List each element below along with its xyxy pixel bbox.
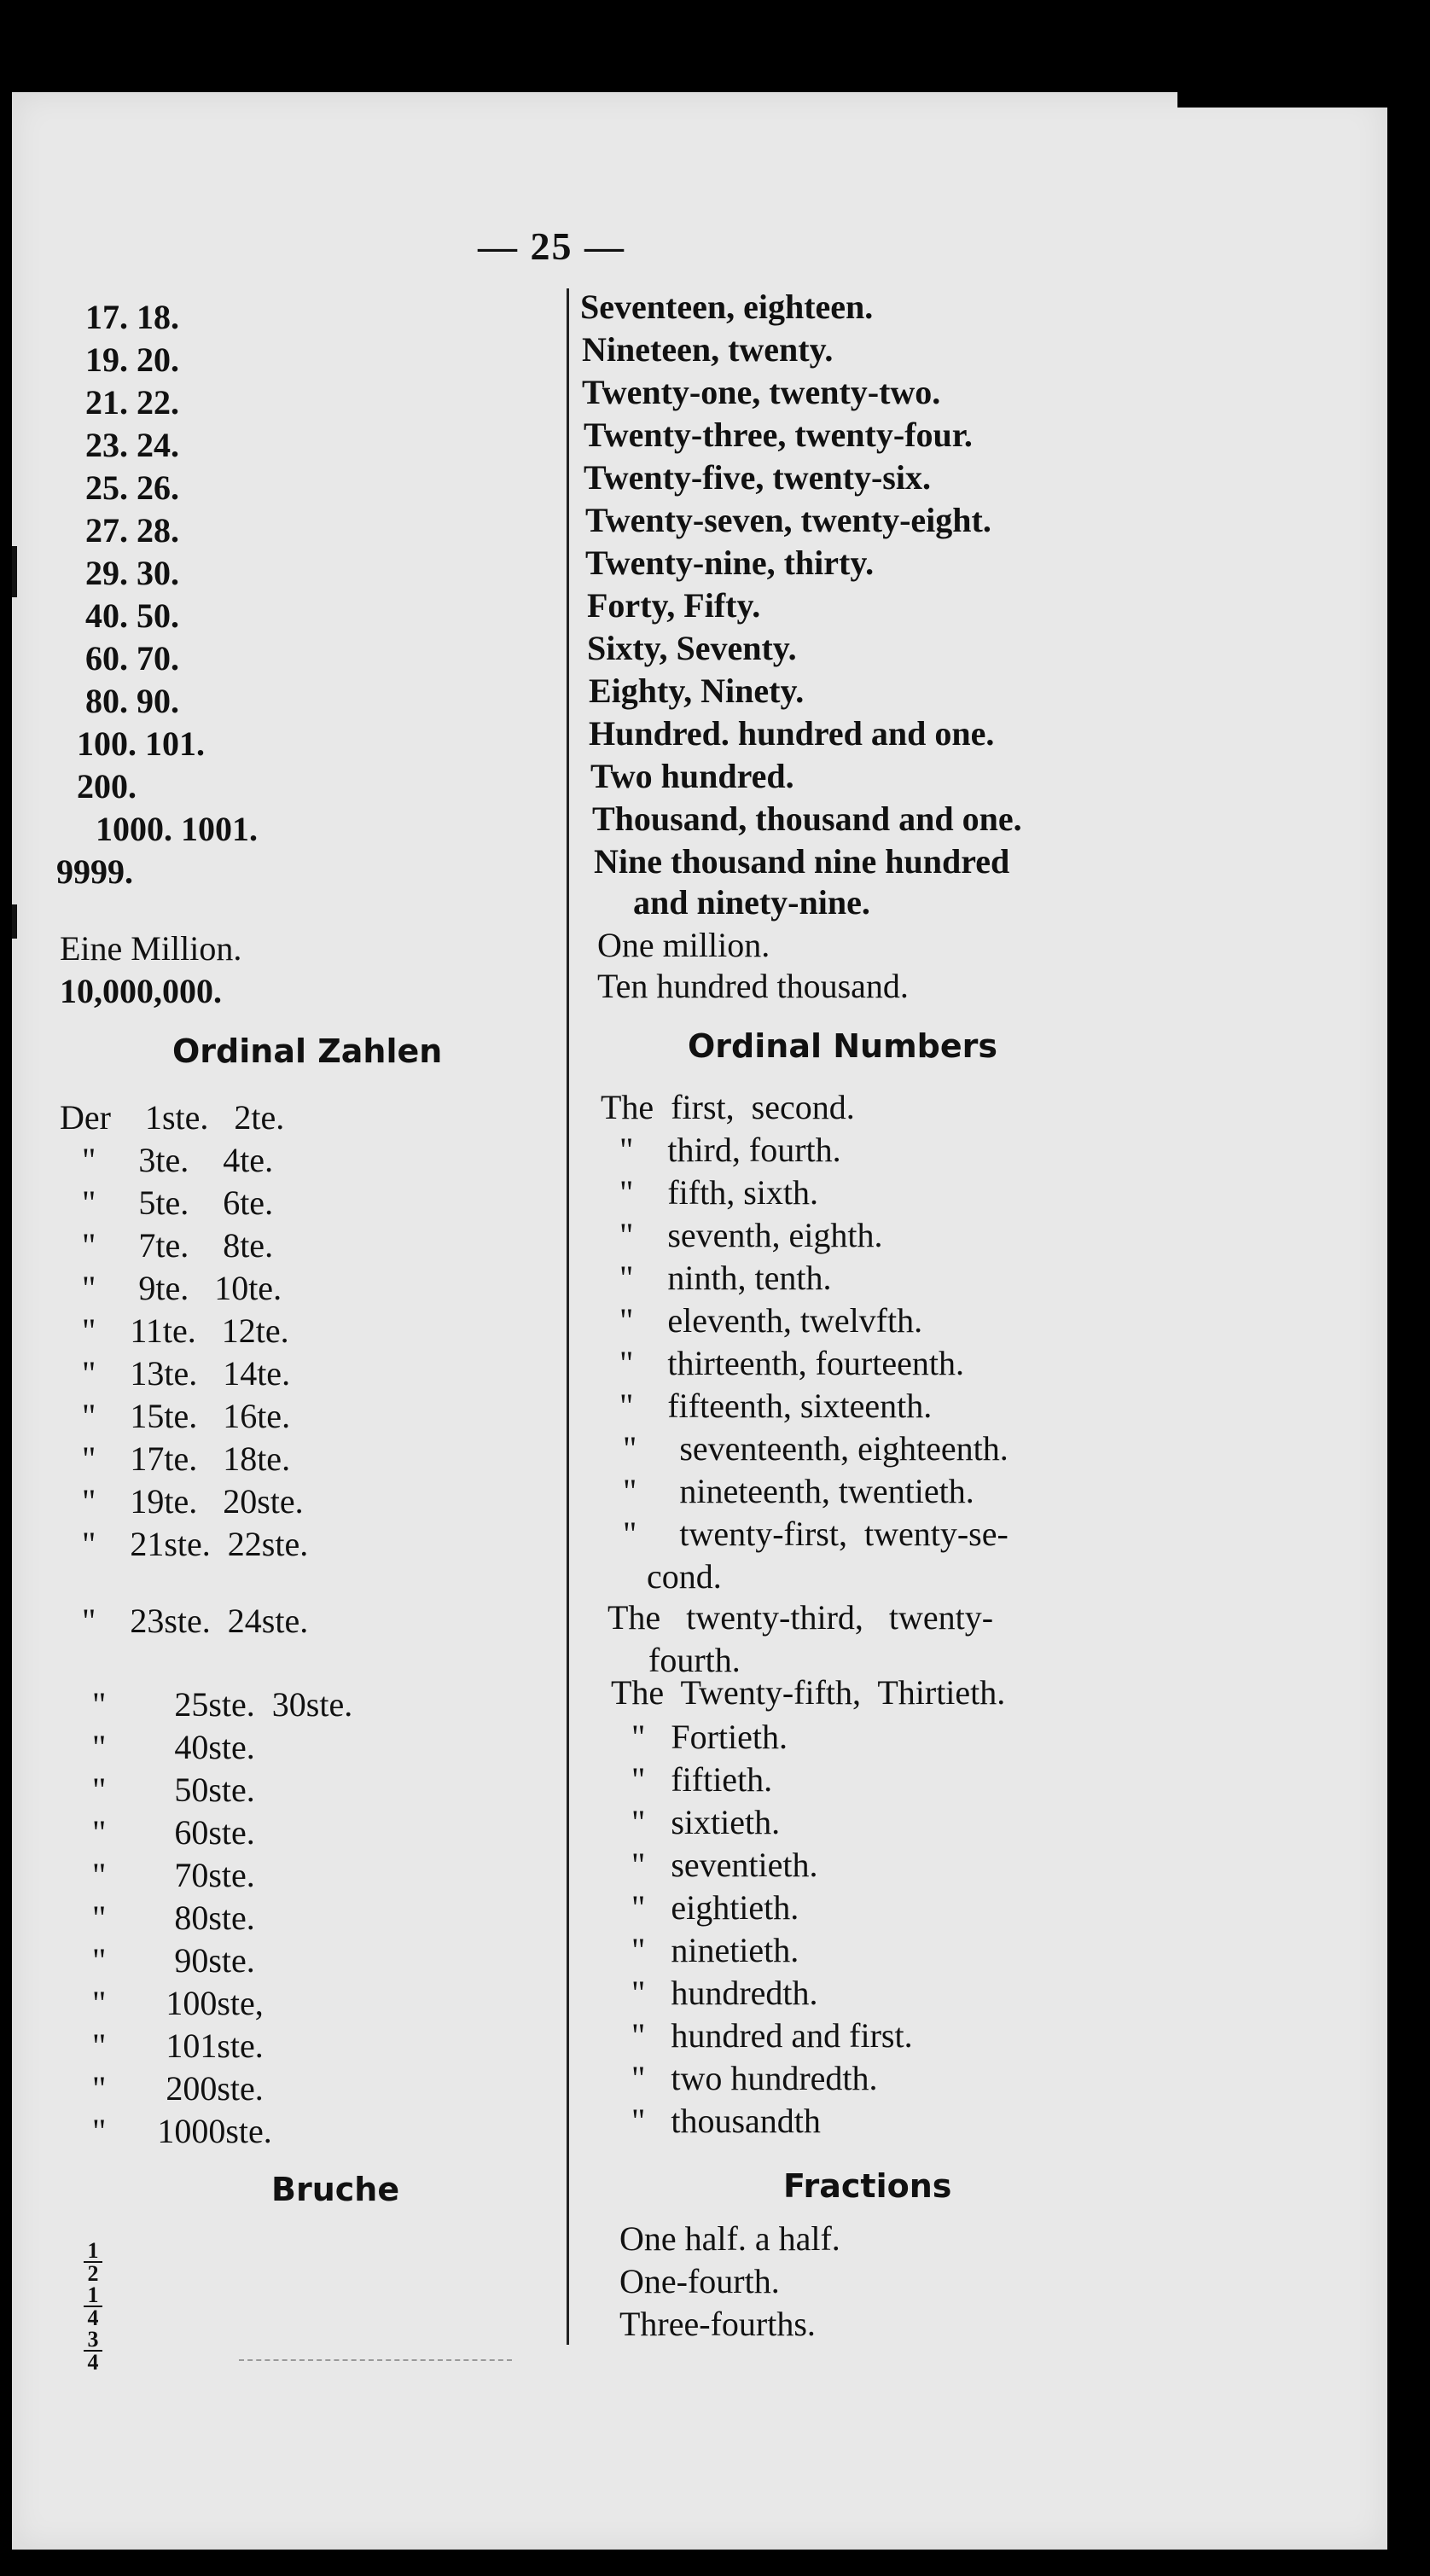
right-number-line: Two hundred. [590,757,794,795]
left-number-line: 10,000,000. [60,972,222,1010]
right-ordinal-line: " third, fourth. [619,1131,841,1169]
fraction-symbol [84,2282,102,2331]
left-ordinal-line: " 100ste, [92,1984,264,2022]
right-number-line: Nine thousand nine hundred [594,842,1010,881]
right-number-line: Thousand, thousand and one. [592,800,1022,838]
left-number-line: 27. 28. [85,511,179,550]
left-ordinal-line: " 70ste. [92,1856,255,1894]
fraction-symbol [84,2238,102,2287]
left-number-line: 25. 26. [85,468,179,507]
fraction-symbol [84,2329,102,2373]
right-ordinal-line: " ninetieth. [631,1931,799,1969]
left-ordinal-line: " 23ste. 24ste. [82,1602,309,1640]
right-number-line: Twenty-nine, thirty. [585,544,875,582]
left-ordinal-line: " 21ste. 22ste. [82,1525,309,1563]
left-ordinal-line: " 7te. 8te. [82,1226,274,1265]
right-ordinal-line: " fifteenth, sixteenth. [619,1387,933,1425]
left-ordinal-line: Der 1ste. 2te. [60,1098,285,1137]
left-ordinal-line: " 13te. 14te. [82,1354,291,1393]
fraction-text: One half. a half. [619,2219,840,2258]
left-number-line: 40. 50. [85,596,179,635]
left-number-line: 80. 90. [85,682,179,720]
right-number-line: Twenty-five, twenty-six. [584,458,931,497]
right-ordinal-line: The twenty-third, twenty- [607,1598,994,1637]
left-ordinal-line: " 15te. 16te. [82,1397,291,1435]
heading-ordinal-zahlen: Ordinal Zahlen [172,1032,443,1070]
left-ordinal-line: " 11te. 12te. [82,1311,289,1350]
right-number-line: Twenty-one, twenty-two. [582,373,941,411]
left-ordinal-line: " 17te. 18te. [82,1439,291,1478]
heading-bruche: Bruche [271,2171,400,2208]
left-ordinal-line: " 25ste. 30ste. [92,1685,353,1724]
right-number-line: Hundred. hundred and one. [589,714,995,753]
right-number-line: Eighty, Ninety. [589,672,805,710]
fraction-text: Three-fourths. [619,2305,816,2343]
right-ordinal-line: " thousandth [631,2102,821,2140]
left-number-line: 17. 18. [85,298,179,336]
left-number-line: 60. 70. [85,639,179,677]
right-ordinal-line: " fiftieth. [631,1760,773,1799]
right-number-line: Ten hundred thousand. [597,967,909,1005]
right-ordinal-line: " Fortieth. [631,1718,788,1756]
right-ordinal-line: " hundred and first. [631,2016,913,2055]
right-number-line: Seventeen, eighteen. [580,288,874,326]
right-ordinal-line: " nineteenth, twentieth. [623,1472,974,1510]
heading-fractions: Fractions [783,2167,952,2205]
left-number-line: 29. 30. [85,554,179,592]
left-number-line: 1000. 1001. [96,810,258,848]
left-ordinal-line: " 5te. 6te. [82,1183,274,1222]
left-ordinal-line: " 9te. 10te. [82,1269,282,1307]
right-number-line: Sixty, Seventy. [587,629,797,667]
left-number-line: 9999. [56,852,133,891]
right-ordinal-line: " thirteenth, fourteenth. [619,1344,964,1382]
fraction-denominator: 4 [87,2306,99,2331]
right-ordinal-line: " fifth, sixth. [619,1173,818,1212]
right-ordinal-line: fourth. [648,1641,741,1679]
left-number-line: 19. 20. [85,340,179,379]
left-number-line: 100. 101. [77,724,205,763]
left-number-line: 21. 22. [85,383,179,422]
fraction-numerator: 3 [87,2327,99,2352]
fraction-denominator: 2 [87,2261,99,2287]
right-ordinal-line: " ninth, tenth. [619,1259,832,1297]
right-ordinal-line: " seventeenth, eighteenth. [623,1429,1009,1468]
right-ordinal-line: The first, second. [601,1088,855,1126]
left-ordinal-line: " 50ste. [92,1771,255,1809]
right-ordinal-line: The Twenty-fifth, Thirtieth. [611,1673,1006,1712]
right-number-line: Nineteen, twenty. [582,330,834,369]
left-ordinal-line: " 101ste. [92,2026,264,2065]
left-number-line: Eine Million. [60,929,242,968]
left-ordinal-line: " 3te. 4te. [82,1141,274,1179]
right-ordinal-line: " seventh, eighth. [619,1216,883,1254]
footer-rule [239,2359,512,2361]
fraction-denominator: 4 [87,2350,99,2375]
fraction-numerator: 1 [87,2282,99,2307]
fraction-numerator: 1 [87,2238,99,2263]
right-number-line: and ninety-nine. [633,883,870,922]
fraction-text: One-fourth. [619,2262,780,2300]
left-ordinal-line: " 90ste. [92,1941,255,1980]
right-number-line: Forty, Fifty. [587,586,761,625]
left-number-line: 23. 24. [85,426,179,464]
right-number-line: Twenty-three, twenty-four. [584,416,973,454]
left-ordinal-line: " 1000ste. [92,2112,272,2150]
left-ordinal-line: " 80ste. [92,1899,255,1937]
right-ordinal-line: " hundredth. [631,1974,818,2012]
column-divider [567,288,569,2345]
heading-ordinal-numbers: Ordinal Numbers [688,1027,998,1065]
right-number-line: Twenty-seven, twenty-eight. [585,501,991,539]
right-ordinal-line: " two hundredth. [631,2059,878,2097]
binding-mark [12,546,17,597]
right-number-line: One million. [597,926,770,964]
left-ordinal-line: " 200ste. [92,2069,264,2108]
left-number-line: 200. [77,767,137,805]
binding-mark [12,904,17,939]
right-ordinal-line: " twenty-first, twenty-se- [623,1515,1009,1553]
left-ordinal-line: " 40ste. [92,1728,255,1766]
left-ordinal-line: " 19te. 20ste. [82,1482,304,1521]
right-ordinal-line: cond. [647,1557,722,1596]
left-ordinal-line: " 60ste. [92,1813,255,1852]
right-ordinal-line: " sixtieth. [631,1803,781,1841]
page-number: — 25 — [478,224,625,268]
right-ordinal-line: " eightieth. [631,1888,799,1927]
right-ordinal-line: " seventieth. [631,1846,818,1884]
page-edge-shadow [1177,82,1391,108]
right-ordinal-line: " eleventh, twelvfth. [619,1301,923,1340]
